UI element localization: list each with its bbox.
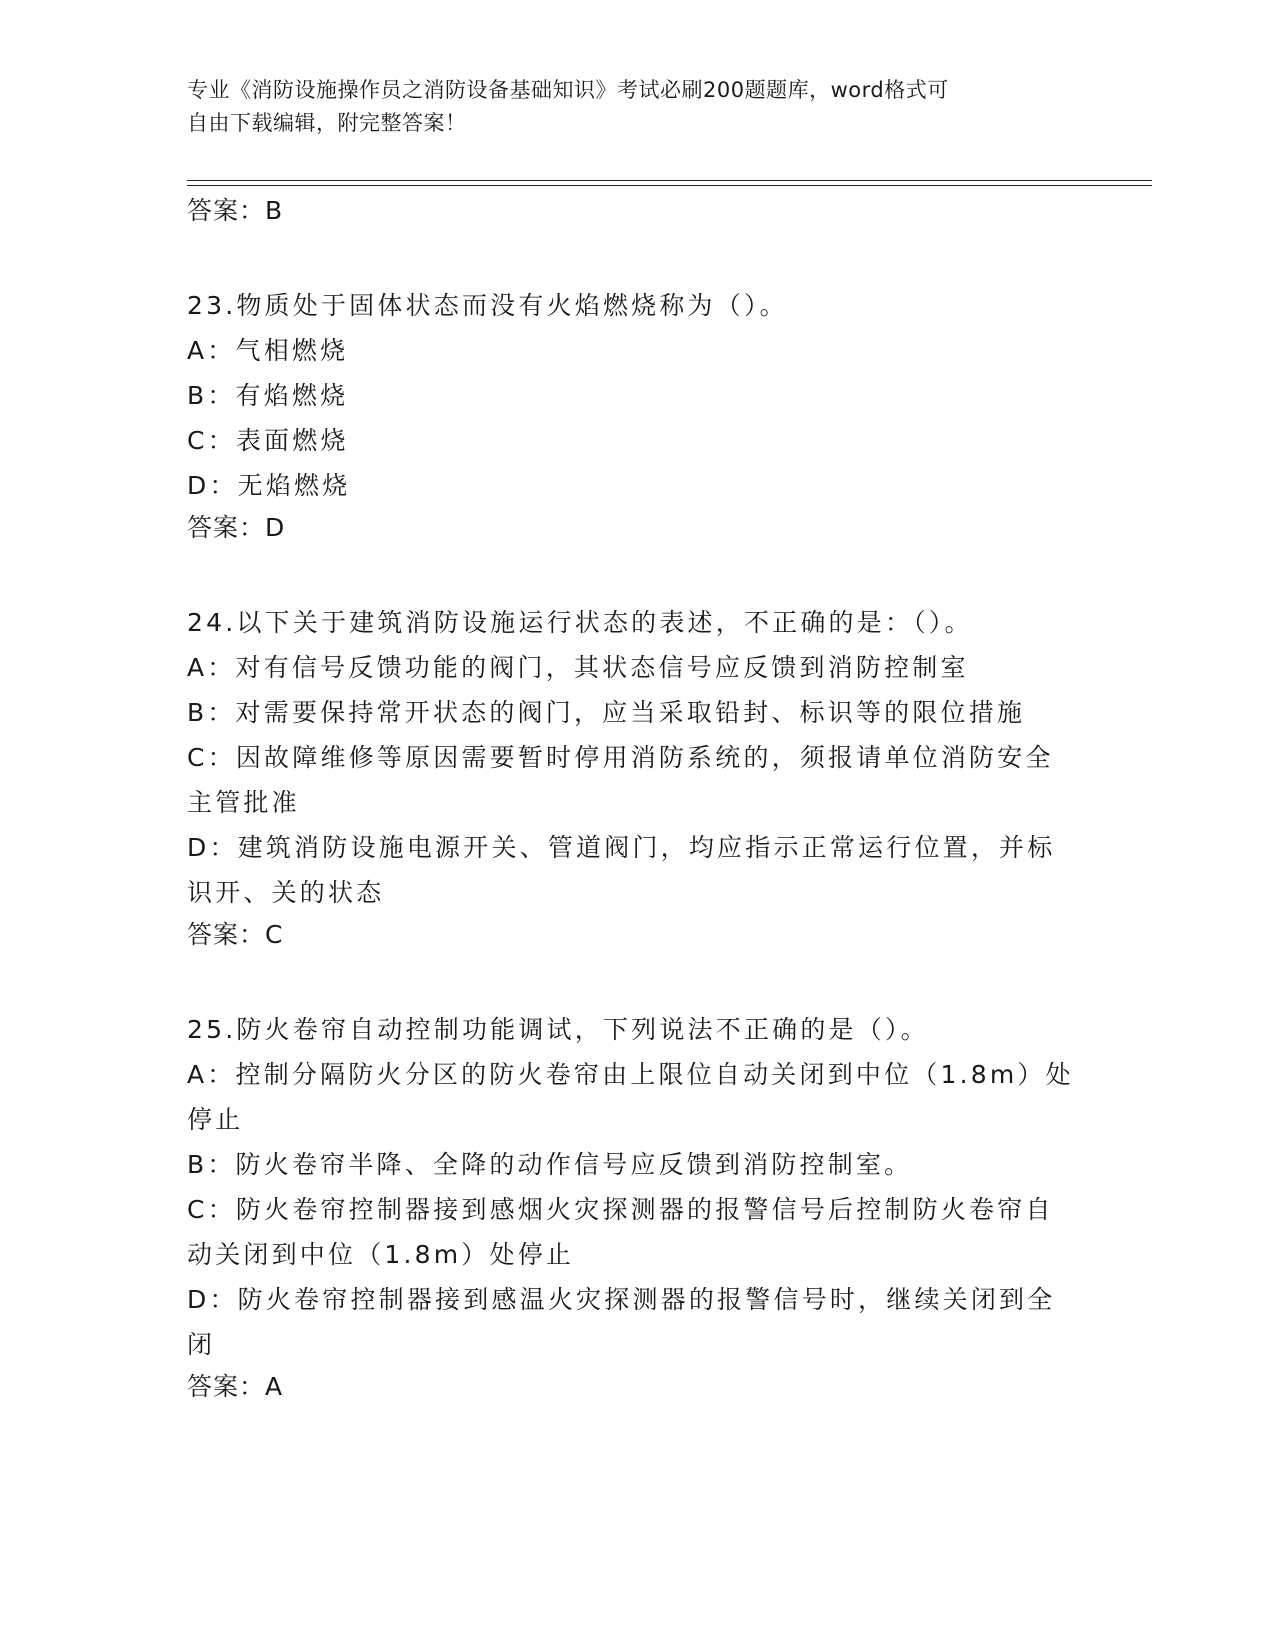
answer-value: D [265,513,286,542]
answer-value: C [265,920,284,949]
header-line-2: 自由下载编辑，附完整答案！ [187,111,467,135]
option-c: C：因故障维修等原因需要暂时停用消防系统的，须报请单位消防安全主管批准 [187,743,1054,817]
question-list [187,191,1077,1412]
option-c: C：防火卷帘控制器接到感烟火灾探测器的报警信号后控制防火卷帘自动关闭到中位（1.8m）处停止 [187,1195,1054,1269]
question-stem: 24.以下关于建筑消防设施运行状态的表述，不正确的是：（）。 [187,608,973,637]
option-d: D：无焰燃烧 [187,471,351,500]
question-stem: 23.物质处于固体状态而没有火焰燃烧称为（）。 [187,291,788,320]
answer-label: 答案： [187,513,266,542]
answer-label: 答案： [187,196,266,225]
option-c: C：表面燃烧 [187,426,349,455]
question-stem: 25.防火卷帘自动控制功能调试，下列说法不正确的是（）。 [187,1015,929,1044]
option-b: B：有焰燃烧 [187,381,349,410]
answer-line [187,1367,1077,1412]
answer-line [187,915,1077,960]
answer-label: 答案： [187,920,266,949]
answer-value: A [265,1372,284,1401]
option-d: D：防火卷帘控制器接到感温火灾探测器的报警信号时，继续关闭到全闭 [187,1285,1056,1359]
option-b: B：对需要保持常开状态的阀门，应当采取铅封、标识等的限位措施 [187,698,1026,727]
option-a: A：控制分隔防火分区的防火卷帘由上限位自动关闭到中位（1.8m）处停止 [187,1060,1074,1134]
answer-line-prev [187,191,1077,236]
option-b: B：防火卷帘半降、全降的动作信号应反馈到消防控制室。 [187,1150,913,1179]
answer-value: B [265,196,284,225]
document-header [187,74,1077,140]
question-24 [187,600,1077,960]
answer-line [187,508,1077,553]
question-23 [187,283,1077,553]
question-25 [187,1007,1077,1412]
option-d: D：建筑消防设施电源开关、管道阀门，均应指示正常运行位置，并标识开、关的状态 [187,833,1056,907]
header-rule-bottom [187,185,1152,186]
option-a: A：气相燃烧 [187,336,349,365]
header-line-1: 专业《消防设施操作员之消防设备基础知识》考试必刷200题题库，word格式可 [187,78,949,102]
header-rule-top [187,180,1152,181]
option-a: A：对有信号反馈功能的阀门，其状态信号应反馈到消防控制室 [187,653,969,682]
answer-label: 答案： [187,1372,266,1401]
